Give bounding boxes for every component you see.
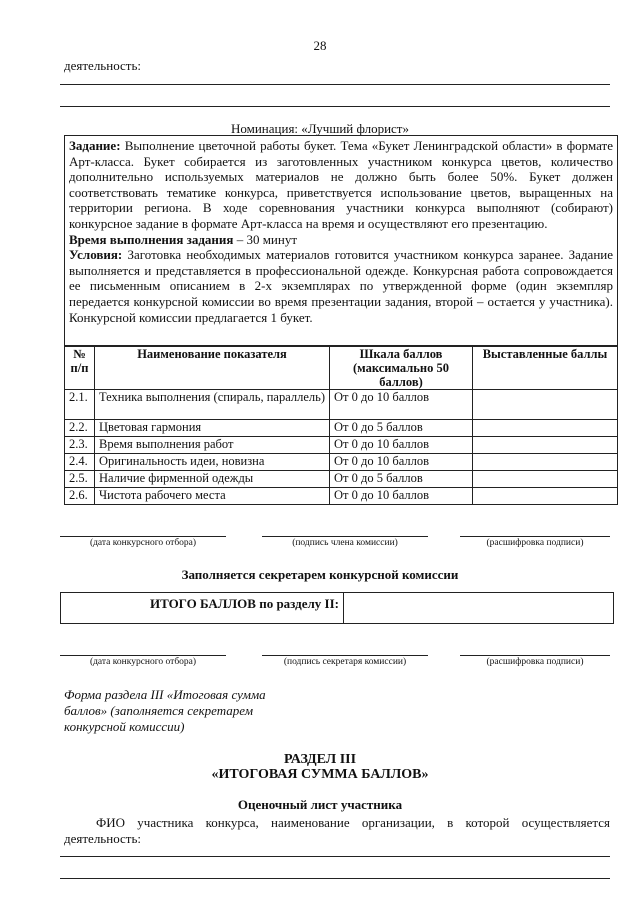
row-scale: От 0 до 5 баллов [330, 420, 473, 437]
nomination-title: Номинация: «Лучший флорист» [230, 121, 409, 136]
row-scale: От 0 до 10 баллов [330, 437, 473, 454]
time-text: – 30 минут [236, 231, 298, 247]
top-text: деятельность: [64, 58, 142, 73]
header-given-scores: Выставленные баллы [473, 347, 618, 390]
fill-line [60, 856, 610, 857]
row-number: 2.4. [65, 454, 95, 471]
section-subtitle: «ИТОГОВАЯ СУММА БАЛЛОВ» [211, 767, 429, 782]
total-score-field[interactable] [345, 593, 613, 623]
member-signature-caption: (подпись члена комиссии) [292, 538, 398, 548]
task-label: Задание: [69, 138, 121, 153]
form-note-line: баллов» (заполняется секретарем [64, 703, 254, 718]
row-indicator: Оригинальность идеи, новизна [95, 454, 330, 471]
conditions-label: Условия: [69, 247, 123, 263]
row-scale: От 0 до 5 баллов [330, 471, 473, 488]
decoding-signature-line[interactable] [460, 655, 610, 656]
decoding-caption: (расшифровка подписи) [486, 657, 584, 667]
row-indicator: Техника выполнения (спираль, параллель) [95, 390, 330, 420]
member-signature-line[interactable] [262, 536, 428, 537]
secretary-heading: Заполняется секретарем конкурсной комиссии [181, 567, 459, 582]
task-paragraph [69, 138, 613, 232]
row-indicator: Чистота рабочего места [95, 488, 330, 505]
table-row [65, 437, 618, 454]
time-label: Время выполнения задания [69, 231, 234, 247]
form-note-line: конкурсной комиссии) [64, 719, 185, 734]
table-row [65, 454, 618, 471]
row-scale: От 0 до 10 баллов [330, 390, 473, 420]
row-indicator: Цветовая гармония [95, 420, 330, 437]
decoding-signature-line[interactable] [460, 536, 610, 537]
row-number: 2.5. [65, 471, 95, 488]
row-scale: От 0 до 10 баллов [330, 488, 473, 505]
header-indicator: Наименование показателя [95, 347, 330, 390]
total-divider [343, 593, 344, 624]
row-score-cell[interactable] [473, 437, 618, 454]
form-note-line: Форма раздела III «Итоговая сумма [64, 687, 266, 702]
date-caption: (дата конкурсного отбора) [89, 538, 197, 548]
row-number: 2.2. [65, 420, 95, 437]
task-description-box [64, 135, 618, 346]
total-box [60, 592, 614, 624]
row-number: 2.6. [65, 488, 95, 505]
table-row [65, 488, 618, 505]
conditions-paragraph [69, 247, 613, 325]
page-number: 28 [313, 38, 327, 53]
date-caption: (дата конкурсного отбора) [89, 657, 197, 667]
fill-line [60, 84, 610, 85]
task-text: Выполнение цветочной работы букет. Тема «Букет Ленинградской области» в формате Арт-класса. Букет собирается из заготовленных участником конкурса цветов, количество дополнительно используемых материалов не должно быть более 50%. Букет должен соответствовать тематике конкурса, приветствуется использование цветов, выращенных на территории региона. В ходе соревнования участники конкурса выполняют (собирают) конкурсное задание в формате Арт-класса на время и осуществляют его презентацию. [69, 138, 613, 231]
row-number: 2.1. [65, 390, 95, 420]
decoding-caption: (расшифровка подписи) [486, 538, 584, 548]
table-row [65, 471, 618, 488]
table-header-row [65, 347, 618, 390]
section-title: РАЗДЕЛ III [283, 752, 357, 767]
secretary-signature-line[interactable] [262, 655, 428, 656]
table-row [65, 420, 618, 437]
row-number: 2.3. [65, 437, 95, 454]
scores-table [64, 346, 618, 505]
row-score-cell[interactable] [473, 420, 618, 437]
sheet-title: Оценочный лист участника [237, 797, 403, 812]
secretary-signature-caption: (подпись секретаря комиссии) [283, 657, 407, 667]
row-score-cell[interactable] [473, 454, 618, 471]
header-scale: Шкала баллов (максимально 50 баллов) [330, 347, 473, 390]
total-label: ИТОГО БАЛЛОВ по разделу II: [149, 596, 339, 611]
fill-line [60, 106, 610, 107]
row-indicator: Время выполнения работ [95, 437, 330, 454]
row-scale: От 0 до 10 баллов [330, 454, 473, 471]
fio-line: ФИО участника конкурса, наименование организации, в которой осуществляется [96, 815, 610, 830]
time-paragraph [69, 232, 613, 248]
row-score-cell[interactable] [473, 390, 618, 420]
row-score-cell[interactable] [473, 488, 618, 505]
conditions-text: Заготовка необходимых материалов готовится участником конкурса заранее. Задание выполняется и представляется в профессиональной одежде. Конкурсная работа сопровождается ее письменным описанием в 2-х экземплярах по утвержденной форме (один экземпляр передается конкурсной комиссии во время презентации задания, второй – остается у участника). Конкурсной комиссии предлагается 1 букет. [69, 247, 614, 325]
header-number: № п/п [65, 347, 95, 390]
row-indicator: Наличие фирменной одежды [95, 471, 330, 488]
row-score-cell[interactable] [473, 471, 618, 488]
date-signature-line[interactable] [60, 536, 226, 537]
date-signature-line[interactable] [60, 655, 226, 656]
fill-line [60, 878, 610, 879]
table-row [65, 390, 618, 420]
fio-line-continuation: деятельность: [64, 831, 142, 846]
